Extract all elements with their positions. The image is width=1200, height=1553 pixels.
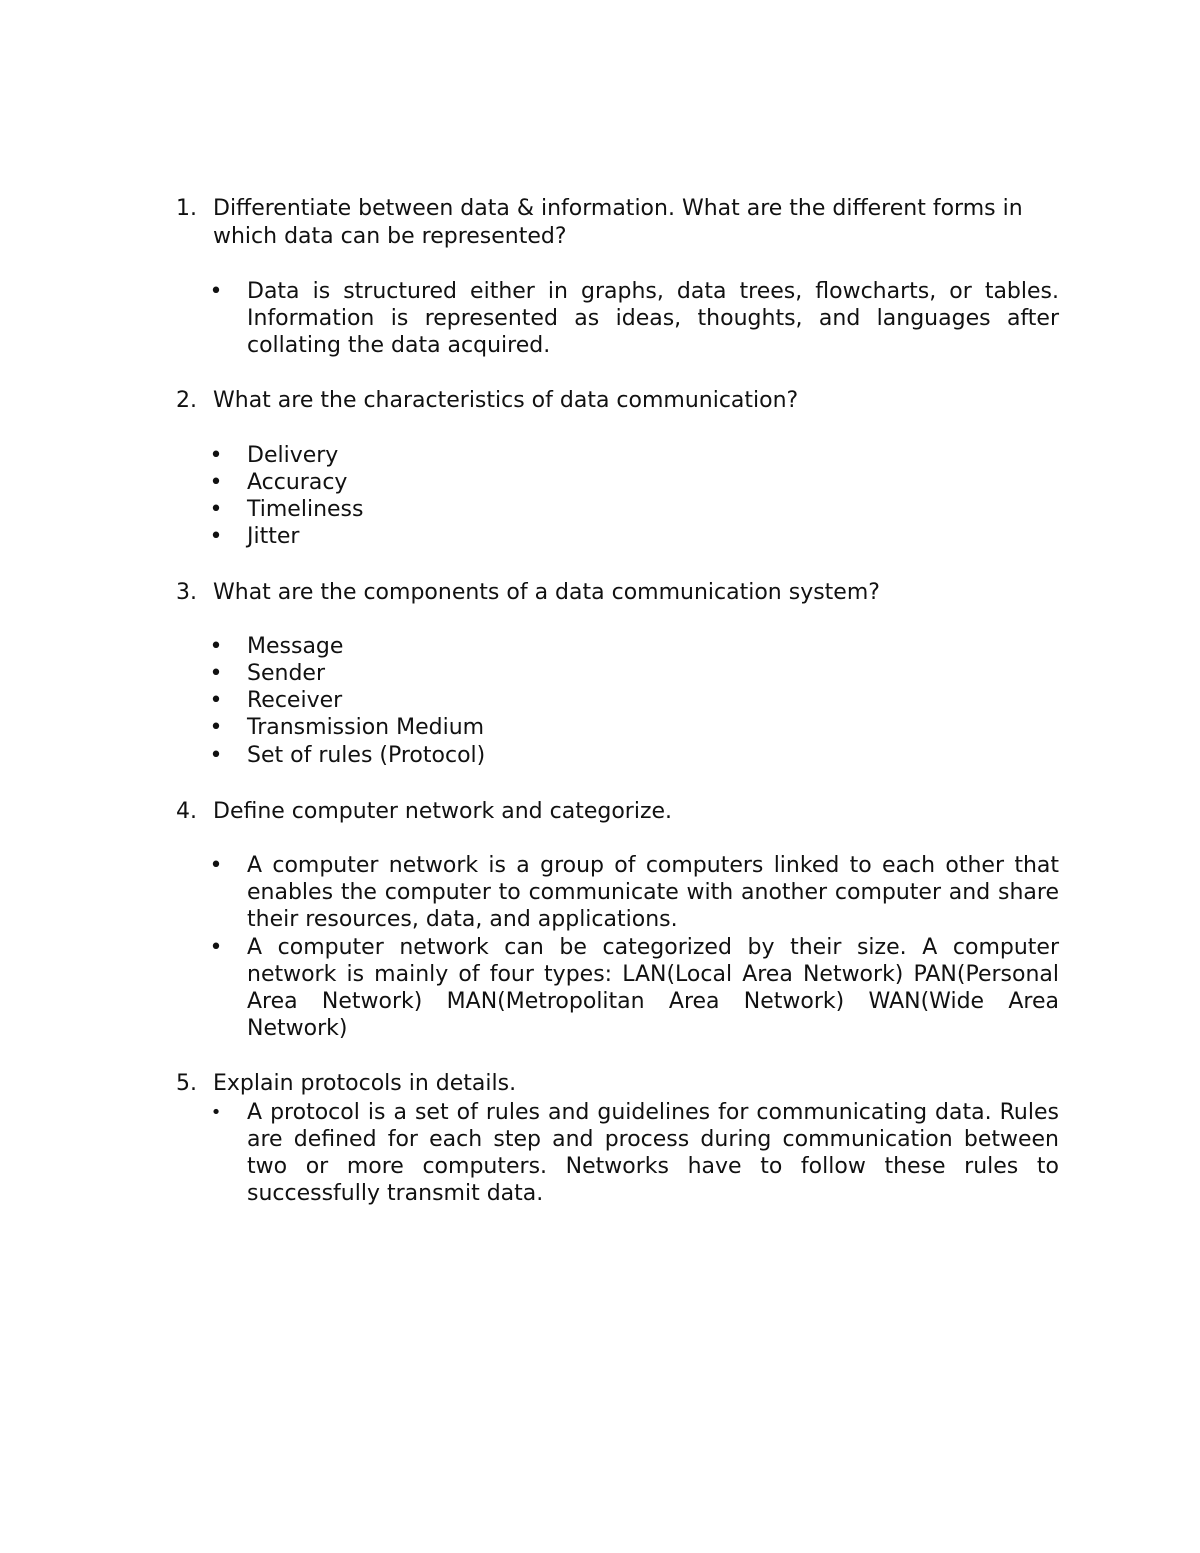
question-text: Explain protocols in details. <box>213 1071 517 1096</box>
bullet-icon: • <box>209 688 223 713</box>
bullet-text: Message <box>247 634 344 659</box>
bullet-text: Data is structured either in graphs, data trees, flowcharts, or tables. Information is represented as ideas, thoughts, and languages after collating the data acquired. <box>247 279 1059 358</box>
bullet-text: A protocol is a set of rules and guidelines for communicating data. Rules are defined for each step and process during communication between two or more computers. Networks have to follow these rules to successfully transmit data. <box>247 1100 1059 1206</box>
bullet-text: Sender <box>247 661 325 686</box>
bullet-text: A computer network is a group of computers linked to each other that enables the computer to communicate with another computer and share their resources, data, and applications. <box>247 853 1059 932</box>
bullet-text: Transmission Medium <box>247 715 485 740</box>
bullet-icon: • <box>209 470 223 495</box>
question-number: 2. <box>176 388 197 413</box>
bullet-text: A computer network can be categorized by their size. A computer network is mainly of four types: LAN(Local Area Network) PAN(Personal Area Network) MAN(Metropolitan Area Network) WAN(Wide Area Network) <box>247 935 1059 1041</box>
bullet-icon: • <box>209 661 223 686</box>
bullet-icon: • <box>209 743 223 768</box>
question-number: 3. <box>176 580 197 605</box>
bullet-icon: • <box>210 1102 222 1123</box>
question-text: What are the components of a data communication system? <box>213 580 880 605</box>
bullet-icon: • <box>209 279 223 304</box>
bullet-text: Set of rules (Protocol) <box>247 743 486 768</box>
question-number: 5. <box>176 1071 197 1096</box>
bullet-icon: • <box>209 524 223 549</box>
bullet-icon: • <box>209 935 223 960</box>
bullet-text: Delivery <box>247 443 339 468</box>
question-text: What are the characteristics of data communication? <box>213 388 799 413</box>
bullet-icon: • <box>209 443 223 468</box>
question-number: 4. <box>176 799 197 824</box>
question-number: 1. <box>176 196 197 221</box>
bullet-icon: • <box>209 497 223 522</box>
bullet-text: Jitter <box>247 524 300 549</box>
question-text: Define computer network and categorize. <box>213 799 673 824</box>
bullet-text: Timeliness <box>247 497 364 522</box>
bullet-text: Receiver <box>247 688 343 713</box>
bullet-icon: • <box>209 853 223 878</box>
bullet-icon: • <box>209 715 223 740</box>
question-text: Differentiate between data & information. What are the different forms in which data can be represented? <box>213 196 1023 249</box>
bullet-text: Accuracy <box>247 470 348 495</box>
bullet-icon: • <box>209 634 223 659</box>
